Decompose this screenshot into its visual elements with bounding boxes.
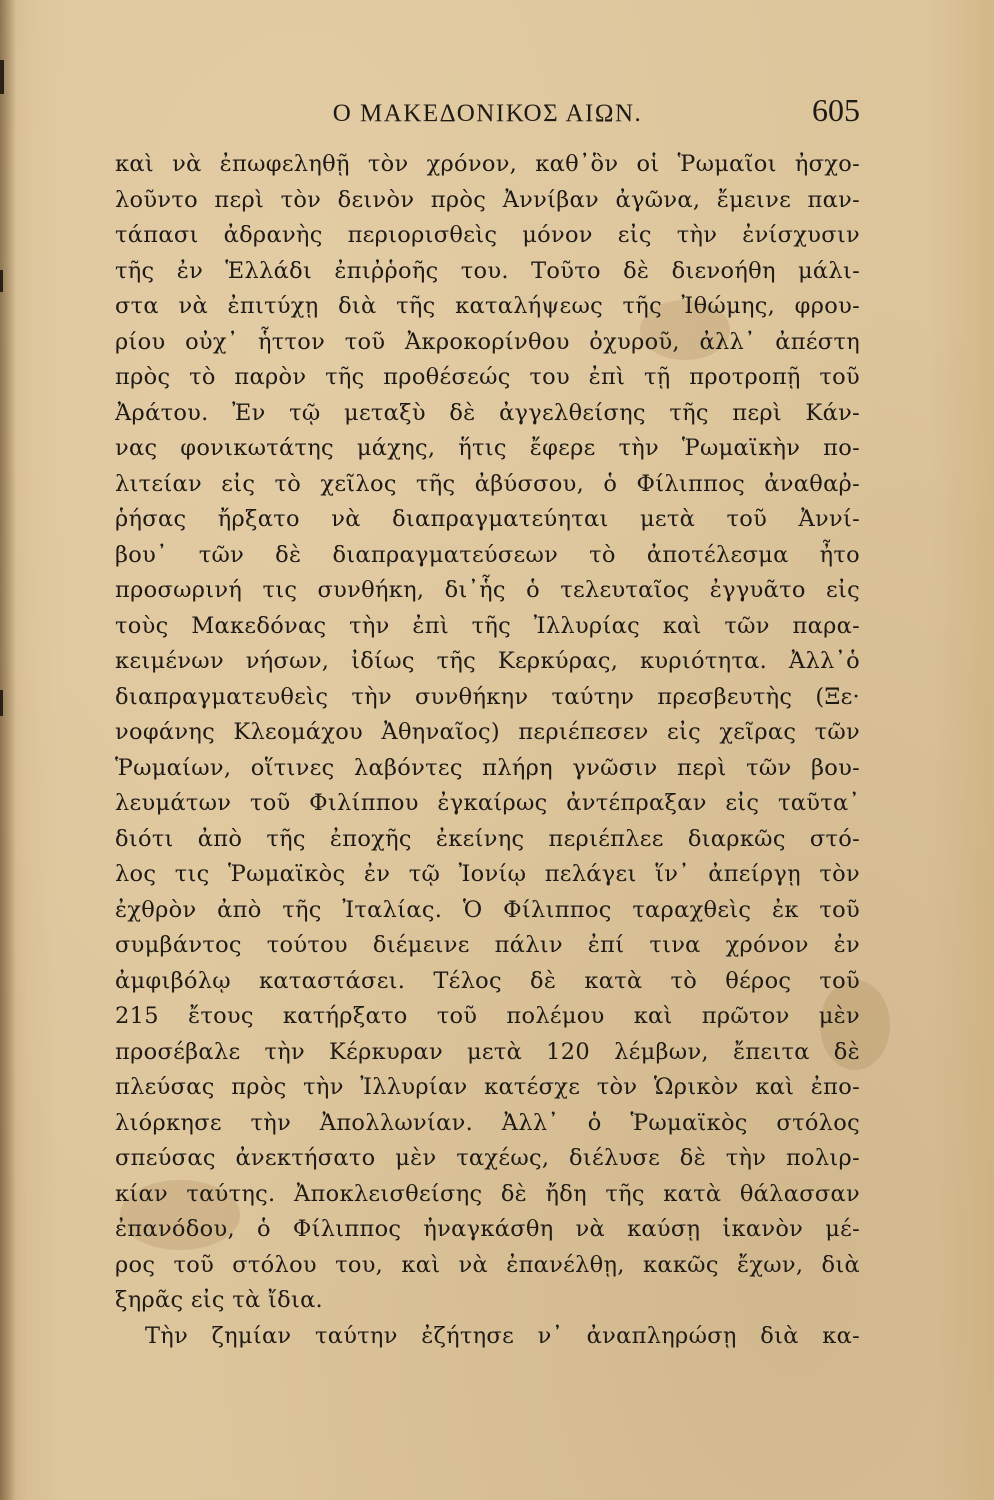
text-line: λος τις Ῥωμαϊκὸς ἐν τῷ Ἰονίῳ πελάγει ἵν᾽ ἀπείργῃ τὸν	[115, 861, 860, 887]
text-line: ἀμφιβόλῳ καταστάσει. Τέλος δὲ κατὰ τὸ θέρος τοῦ	[115, 967, 860, 994]
page-edge-shadow	[0, 0, 16, 1500]
body-text	[115, 147, 860, 1397]
text-line: λευμάτων τοῦ Φιλίππου ἐγκαίρως ἀντέπραξαν εἰς ταῦτα᾽	[115, 790, 860, 816]
text-line: τοὺς Μακεδόνας τὴν ἐπὶ τῆς Ἰλλυρίας καὶ τῶν παρα-	[115, 612, 860, 639]
text-line: διαπραγματευθεὶς τὴν συνθήκην ταύτην πρεσβευτὴς (Ξε·	[115, 683, 860, 710]
page-edge-mark	[0, 270, 3, 292]
text-line: 215 ἔτους κατήρξατο τοῦ πολέμου καὶ πρῶτον μὲν	[115, 1003, 860, 1029]
text-line: λιόρκησε τὴν Ἀπολλωνίαν. Ἀλλ᾽ ὁ Ῥωμαϊκὸς στόλος	[115, 1109, 860, 1136]
text-line: ῥήσας ἤρξατο νὰ διαπραγματεύηται μετὰ τοῦ Ἀννί-	[115, 506, 860, 532]
text-line: τῆς ἐν Ἑλλάδι ἐπιῤῥοῆς του. Τοῦτο δὲ διενοήθη μάλι-	[115, 257, 860, 284]
text-line: προσωρινή τις συνθήκη, δι᾽ἧς ὁ τελευταῖος ἐγγυᾶτο εἰς	[115, 577, 860, 603]
text-line: ἐπανόδου, ὁ Φίλιππος ἠναγκάσθη νὰ καύσῃ ἱκανὸν μέ-	[115, 1216, 860, 1242]
text-line: σπεύσας ἀνεκτήσατο μὲν ταχέως, διέλυσε δὲ τὴν πολιρ-	[115, 1145, 860, 1171]
text-line: νας φονικωτάτης μάχης, ἥτις ἔφερε τὴν Ῥωμαϊκὴν πο-	[115, 435, 860, 461]
running-head: Ο ΜΑΚΕΔΟΝΙΚΟΣ ΑΙΩΝ.	[332, 100, 643, 127]
text-line: συμβάντος τούτου διέμεινε πάλιν ἐπί τινα χρόνον ἐν	[115, 932, 860, 958]
text-line: Ῥωμαίων, οἵτινες λαβόντες πλήρη γνῶσιν περὶ τῶν βου-	[115, 754, 860, 781]
text-line: Ἀράτου. Ἐν τῷ μεταξὺ δὲ ἀγγελθείσης τῆς περὶ Κάν-	[115, 399, 860, 426]
text-line: λιτείαν εἰς τὸ χεῖλος τῆς ἀβύσσου, ὁ Φίλιππος ἀναθαῤ-	[115, 470, 860, 497]
text-line: διότι ἀπὸ τῆς ἐποχῆς ἐκείνης περιέπλεε διαρκῶς στό-	[115, 825, 860, 852]
text-line: κειμένων νήσων, ἰδίως τῆς Κερκύρας, κυριότητα. Ἀλλ᾽ὁ	[115, 648, 860, 674]
text-line: ξηρᾶς εἰς τὰ ἴδια.	[115, 1287, 324, 1313]
text-line: προσέβαλε τὴν Κέρκυραν μετὰ 120 λέμβων, ἔπειτα δὲ	[115, 1038, 860, 1065]
paragraph-start-line: Τὴν ζημίαν ταύτην ἐζήτησε ν᾽ ἀναπληρώσῃ διὰ κα-	[145, 1322, 860, 1349]
page-header	[115, 92, 860, 136]
text-line: κίαν ταύτης. Ἀποκλεισθείσης δὲ ἤδη τῆς κατὰ θάλασσαν	[115, 1180, 860, 1207]
text-line: νοφάνης Κλεομάχου Ἀθηναῖος) περιέπεσεν εἰς χεῖρας τῶν	[115, 719, 860, 745]
text-line: λοῦντο περὶ τὸν δεινὸν πρὸς Ἀννίβαν ἀγῶνα, ἔμεινε παν-	[115, 186, 860, 213]
page-edge-mark	[0, 60, 4, 94]
text-line: ρίου οὐχ᾽ ἧττον τοῦ Ἀκροκορίνθου ὀχυροῦ, ἀλλ᾽ ἀπέστη	[115, 328, 860, 355]
page-number: 605	[812, 92, 860, 128]
text-line: στα νὰ ἐπιτύχῃ διὰ τῆς καταλήψεως τῆς Ἰθώμης, φρου-	[115, 293, 860, 319]
text-line: τάπασι ἀδρανὴς περιορισθεὶς μόνον εἰς τὴν ἐνίσχυσιν	[115, 222, 860, 248]
text-line: πλεύσας πρὸς τὴν Ἰλλυρίαν κατέσχε τὸν Ὡρικὸν καὶ ἐπο-	[115, 1074, 860, 1100]
text-line: βου᾽ τῶν δὲ διαπραγματεύσεων τὸ ἀποτέλεσμα ἦτο	[115, 541, 860, 568]
text-line: καὶ νὰ ἐπωφεληθῇ τὸν χρόνον, καθ᾽ὃν οἱ Ῥωμαῖοι ἠσχο-	[115, 151, 860, 177]
text-line: ρος τοῦ στόλου του, καὶ νὰ ἐπανέλθῃ, κακῶς ἔχων, διὰ	[115, 1251, 860, 1278]
page-edge-mark	[0, 690, 3, 716]
text-line: ἐχθρὸν ἀπὸ τῆς Ἰταλίας. Ὁ Φίλιππος ταραχθεὶς ἐκ τοῦ	[115, 896, 860, 923]
text-line: πρὸς τὸ παρὸν τῆς προθέσεώς του ἐπὶ τῇ προτροπῇ τοῦ	[115, 364, 860, 390]
